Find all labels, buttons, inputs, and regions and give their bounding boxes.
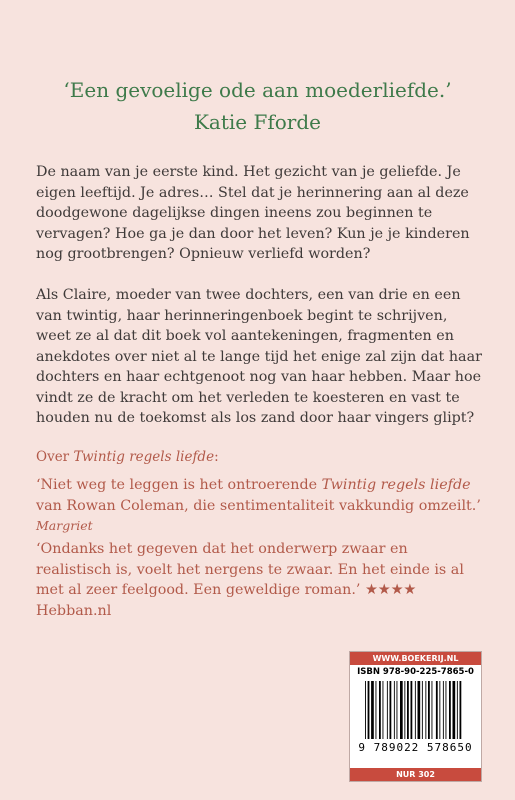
reviews-header-suffix: : (214, 449, 219, 465)
barcode-bar (367, 681, 369, 739)
barcode-bar (445, 681, 446, 739)
barcode-bar (452, 681, 455, 739)
barcode-bar (386, 681, 387, 739)
barcode-bar (439, 681, 440, 739)
barcode-digits: 9 789022 578650 (358, 741, 473, 754)
quote-author: Katie Fforde (193, 110, 321, 134)
nur-label: NUR 302 (350, 768, 481, 781)
barcode-bar (396, 681, 397, 739)
review-hebban: ‘Ondanks het gegeven dat het onderwerp zwaar en realistisch is, voelt het nergens te zwaar. En het einde is al met al zeer feelgood. Een geweldige roman.’ ★★★★ Hebban.nl (36, 541, 464, 619)
barcode-bar (425, 681, 426, 739)
review1-part-b: van Rowan Coleman, die sentimentaliteit vakkundig omzeilt.’ (36, 497, 481, 514)
barcode-bar (404, 681, 405, 739)
barcode-bar (428, 681, 430, 739)
isbn-label: ISBN 978-90-225-7865-0 (357, 667, 474, 677)
barcode-bar (365, 681, 366, 739)
barcode-bar (421, 681, 422, 739)
barcode-bar (375, 681, 376, 739)
reviews-header-prefix: Over (36, 449, 74, 465)
barcode-bar (393, 681, 394, 739)
barcode-bar (407, 681, 409, 739)
quote-text: ‘Een gevoelige ode aan moederliefde.’ (63, 78, 452, 102)
barcode-bar (382, 681, 383, 739)
barcode-bar (379, 681, 381, 739)
blurb-paragraph-1: De naam van je eerste kind. Het gezicht van je geliefde. Je eigen leeftijd. Je adres… Stel dat je herinnering aan al deze doodgewone dagelijkse dingen ineens zou beginnen te vervagen? Hoe ga je dan door het leven? Kun je je kinderen nog grootbrengen? Opnieuw verliefd worden? (36, 164, 470, 262)
review1-book-title: Twintig regels liefde (321, 477, 471, 493)
barcode-bar (442, 681, 443, 739)
barcode-box (349, 651, 482, 782)
barcode-icon (361, 679, 471, 741)
barcode-bar (435, 681, 437, 739)
blurb-paragraph-2: Als Claire, moeder van twee dochters, een van drie en een van twintig, haar herinneringenboek begint te schrijven, weet ze al dat dit boek vol aantekeningen, fragmenten en anekdotes over niet al te lange tijd het enige zal zijn dat haar dochters en haar echtgenoot nog van haar hebben. Maar hoe vindt ze de kracht om het verleden te koesteren en vast te houden nu de toekomst als los zand door haar vingers glipt? (36, 287, 482, 426)
barcode-bar (400, 681, 403, 739)
reviews-header-title: Twintig regels liefde (73, 449, 215, 465)
cover-quote (0, 78, 515, 134)
barcode-bar (456, 681, 457, 739)
reviews-header (36, 447, 486, 468)
review1-part-a: ‘Niet weg te leggen is het ontroerende (36, 477, 322, 493)
barcode-bar (431, 681, 432, 739)
barcode-bar (371, 681, 374, 739)
barcode-bar (410, 681, 412, 739)
barcode-bar (414, 681, 415, 739)
review-margriet (36, 475, 486, 537)
review1-source: Margriet (36, 518, 93, 533)
barcode-bar (389, 681, 391, 739)
publisher-website: WWW.BOEKERIJ.NL (350, 652, 481, 665)
barcode-bar (417, 681, 420, 739)
barcode-bar (459, 681, 461, 739)
barcode-bar (449, 681, 451, 739)
